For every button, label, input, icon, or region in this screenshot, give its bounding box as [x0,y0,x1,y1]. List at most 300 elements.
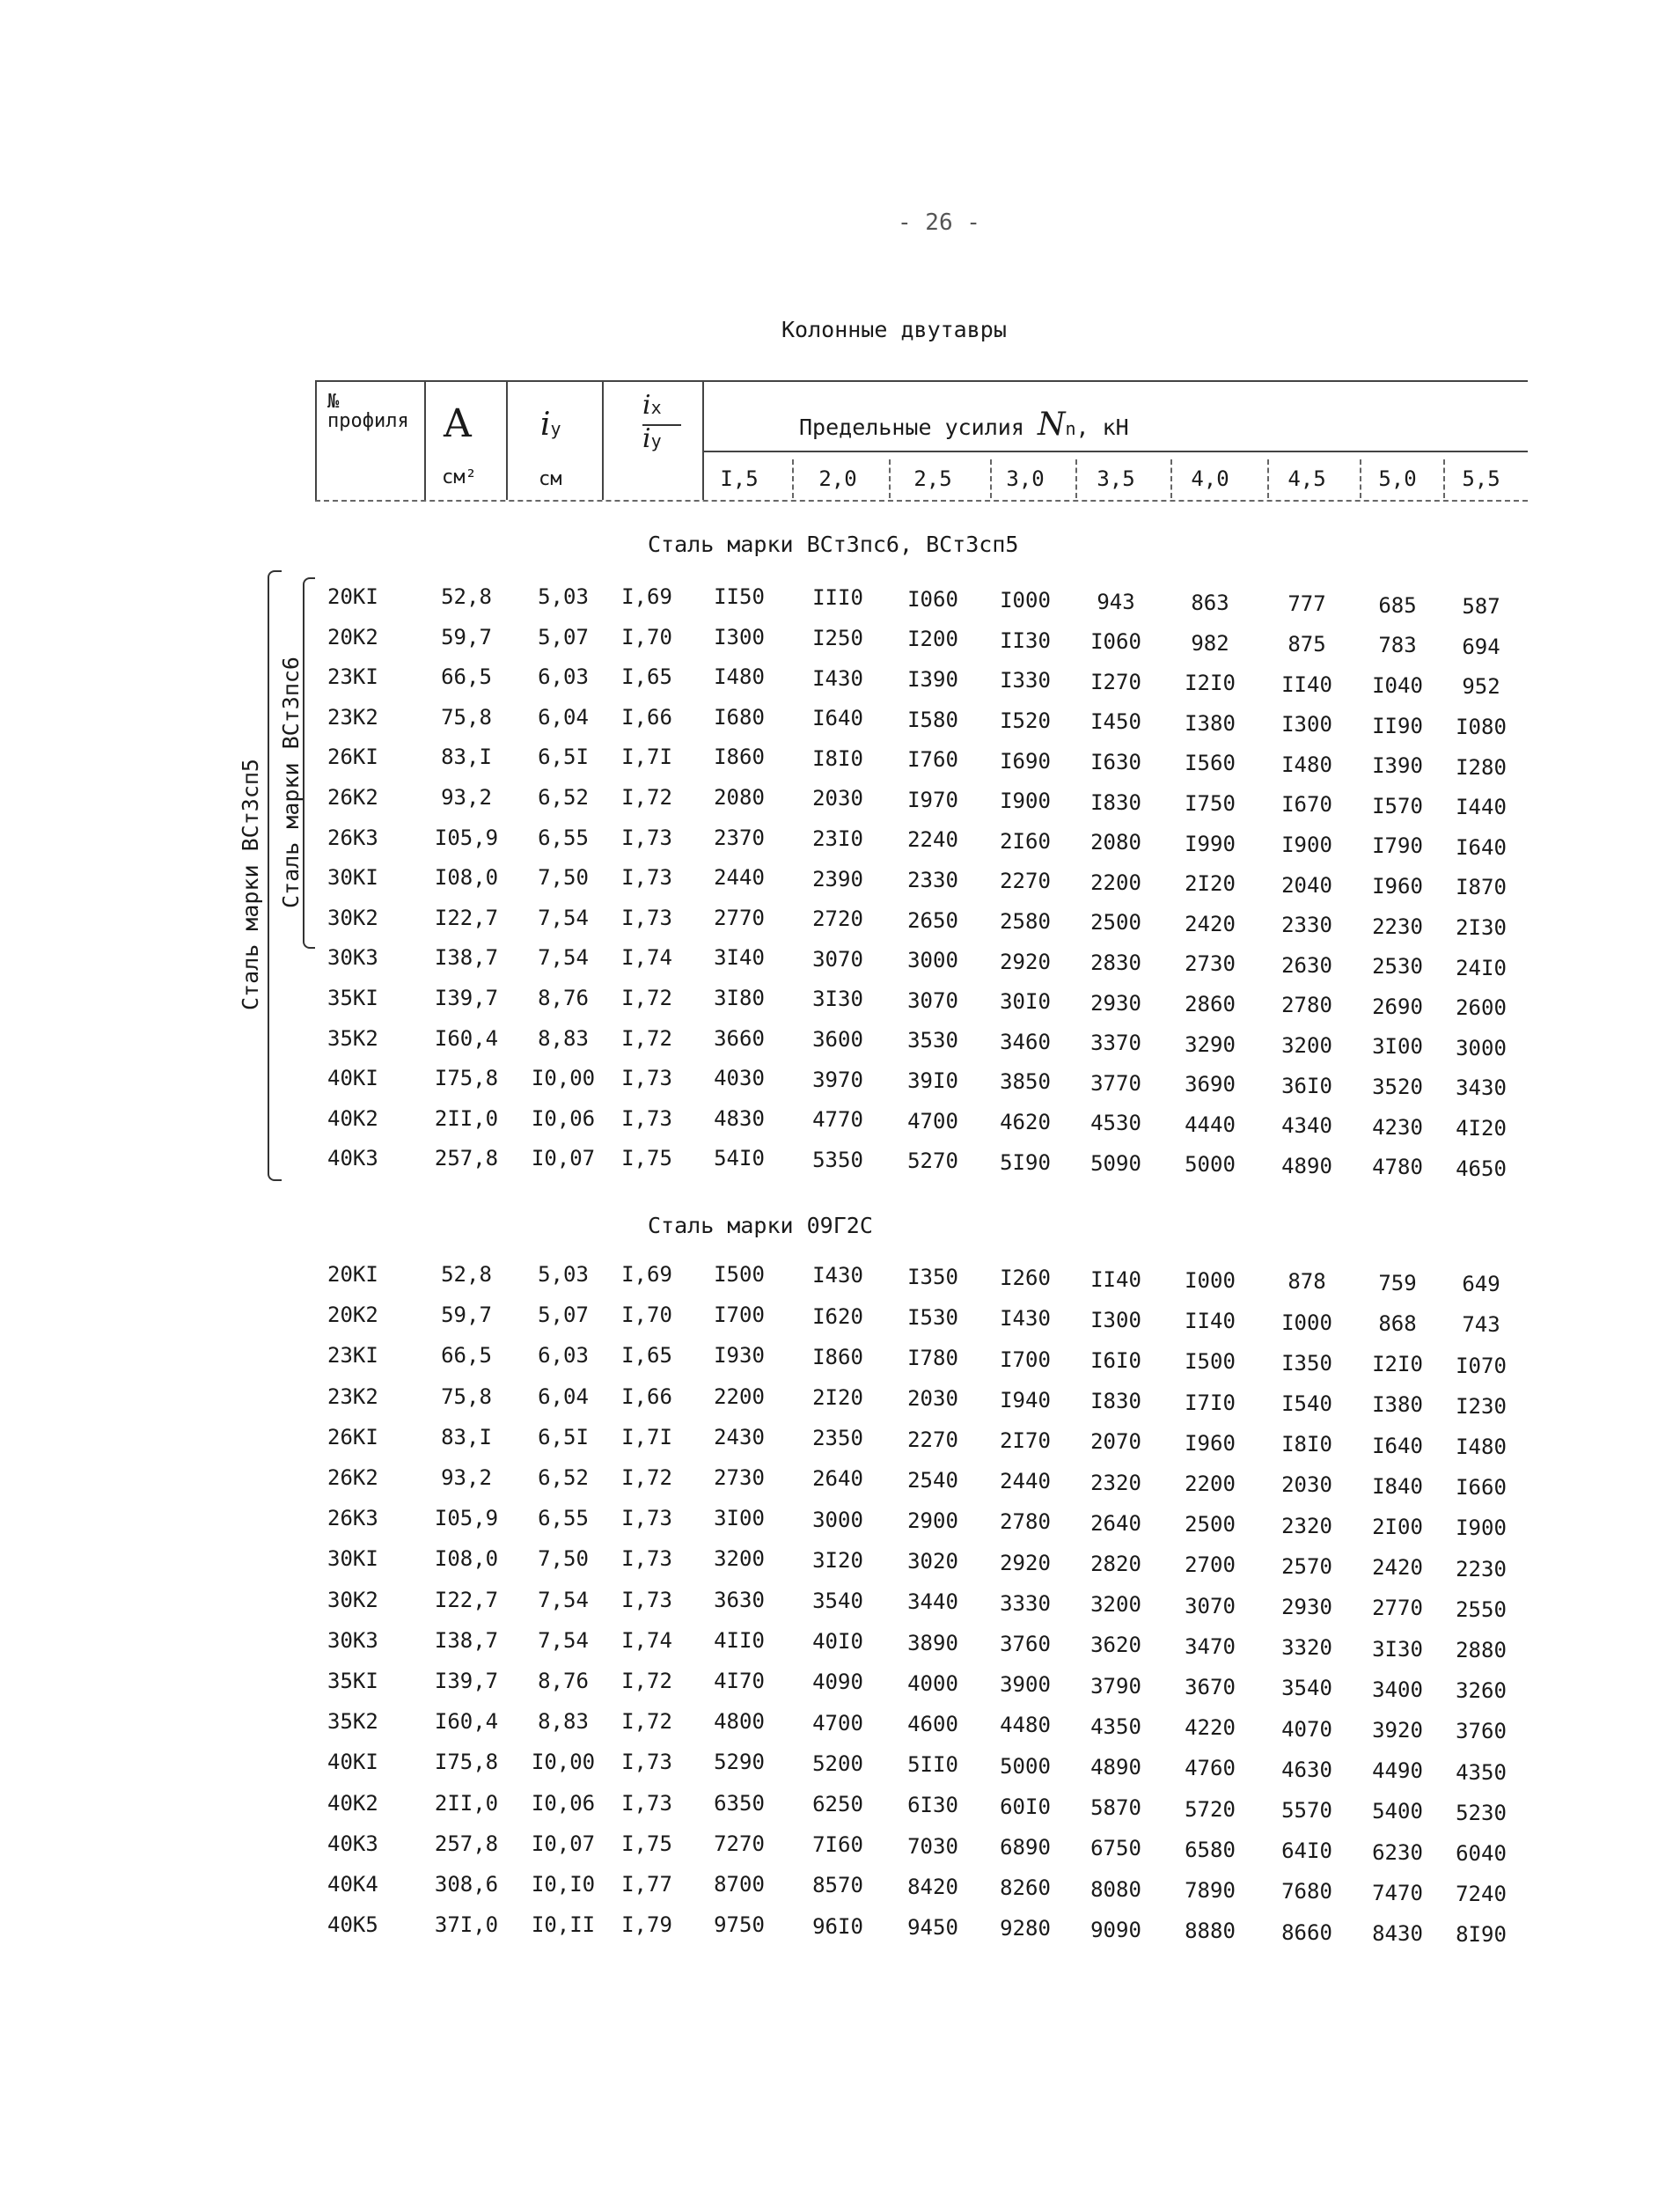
force-cell: 2070 [1090,1429,1141,1455]
force-cell: 759 [1378,1270,1417,1295]
force-cell: I390 [907,667,958,692]
page-number: - 26 - [898,209,980,236]
header-area-unit: см² [442,466,477,488]
force-cell: I640 [812,706,863,731]
force-cell: 3520 [1372,1075,1423,1099]
force-cell: I500 [714,1262,765,1287]
area-cell: I22,7 [434,1587,499,1612]
force-cell: 5350 [812,1147,863,1172]
iy-symbol: i [540,407,551,443]
area-cell: I05,9 [434,1506,499,1531]
force-cell: 5I90 [1000,1149,1051,1175]
force-cell: I560 [1185,751,1236,776]
length-header-divider [1075,459,1077,498]
force-cell: I250 [812,626,863,650]
force-cell: 8260 [1000,1875,1051,1901]
profile-cell: 26KI [327,1424,378,1449]
force-cell: I060 [1090,629,1141,655]
ratio-cell: I,75 [621,1146,672,1171]
profile-cell: 26K3 [327,1506,378,1531]
area-cell: 2II,0 [434,1105,499,1131]
force-cell: I330 [1000,668,1051,694]
force-cell: 24I0 [1456,955,1507,980]
force-cell: 2930 [1090,990,1141,1016]
force-cell: I300 [714,624,765,649]
force-cell: 875 [1288,632,1326,657]
force-cell: 3I40 [714,945,765,971]
force-cell: 943 [1097,589,1135,614]
area-cell: 66,5 [441,664,492,690]
area-cell: I38,7 [434,1627,499,1653]
force-cell: 3I30 [812,987,863,1012]
force-cell: 5230 [1456,1800,1507,1825]
force-cell: 3770 [1090,1070,1141,1096]
force-cell: 2570 [1281,1553,1332,1579]
force-cell: 2440 [714,865,765,891]
force-cell: 4700 [907,1108,958,1134]
ratio-cell: I,75 [621,1831,672,1856]
force-cell: 4760 [1185,1756,1236,1781]
force-cell: 7270 [714,1831,765,1856]
force-cell: 3330 [1000,1590,1051,1616]
ratio-top-sub: x [650,397,662,418]
force-cell: I570 [1372,793,1423,818]
force-cell: 3920 [1372,1718,1423,1743]
force-cell: 3370 [1090,1031,1141,1056]
force-cell: I960 [1372,874,1423,899]
section-heading: Сталь марки 09Г2С [648,1213,873,1238]
force-cell: I840 [1372,1473,1423,1499]
force-cell: I670 [1281,792,1332,818]
iy-cell: 8,83 [538,1709,589,1735]
header-vrule [424,380,426,500]
ratio-cell: I,73 [621,1750,672,1775]
force-cell: I860 [812,1344,863,1369]
force-cell: 3890 [907,1630,958,1655]
force-cell: I700 [714,1303,765,1328]
profile-cell: 40K2 [327,1105,378,1131]
ratio-cell: I,70 [621,624,672,649]
force-cell: 3260 [1456,1678,1507,1704]
force-cell: I390 [1372,753,1423,779]
iy-cell: I0,07 [531,1831,596,1856]
force-cell: 2830 [1090,950,1141,975]
force-cell: 5400 [1372,1799,1423,1824]
force-cell: 2500 [1185,1512,1236,1537]
profile-cell: 30KI [327,1546,378,1572]
forces-symbol: N [1037,407,1066,443]
force-cell: 4830 [714,1105,765,1131]
header-area-symbol: A [444,401,472,446]
length-header-cell: 3,5 [1097,466,1135,491]
force-cell: 2230 [1456,1556,1507,1582]
profile-cell: 23K2 [327,704,378,730]
area-cell: I39,7 [434,1669,499,1693]
force-cell: 3000 [907,948,958,973]
profile-cell: 23KI [327,1343,378,1369]
profile-cell: 20K2 [327,624,378,649]
iy-cell: 5,07 [538,1303,589,1328]
iy-cell: 6,04 [538,1383,589,1409]
force-cell: 3070 [1185,1593,1236,1618]
iy-cell: 7,54 [538,1587,589,1612]
iy-cell: 7,54 [538,945,589,971]
force-cell: 2I20 [812,1385,863,1410]
force-cell: I080 [1456,715,1507,739]
force-cell: I200 [907,627,958,652]
iy-cell: I0,06 [531,1790,596,1816]
force-cell: I660 [1456,1475,1507,1501]
force-cell: 5870 [1090,1795,1141,1821]
force-cell: 7890 [1185,1878,1236,1903]
force-cell: 8I90 [1456,1922,1507,1948]
length-header-divider [1360,459,1361,498]
section-heading: Сталь марки ВСт3пс6, ВСт3сп5 [648,532,1019,557]
force-cell: I620 [812,1303,863,1329]
length-header-cell: 4,5 [1288,466,1326,491]
force-cell: 3070 [907,987,958,1013]
force-cell: I830 [1090,1389,1141,1414]
area-cell: 257,8 [434,1146,499,1171]
iy-cell: 6,03 [538,1343,589,1369]
force-cell: 2700 [1185,1552,1236,1578]
force-cell: 2390 [812,866,863,892]
force-cell: I230 [1456,1393,1507,1419]
outer-bracket-label: Сталь марки ВСт3сп5 [238,759,263,1010]
profile-cell: 40K3 [327,1831,378,1856]
force-cell: 587 [1462,594,1500,620]
force-cell: 4620 [1000,1110,1051,1134]
force-cell: I780 [907,1346,958,1371]
force-cell: 60I0 [1000,1794,1051,1819]
force-cell: I530 [907,1305,958,1330]
force-cell: I960 [1185,1430,1236,1456]
area-cell: I60,4 [434,1025,499,1051]
iy-cell: I0,00 [531,1750,596,1775]
area-cell: 83,I [441,745,492,770]
force-cell: 3400 [1372,1677,1423,1702]
ratio-cell: I,73 [621,1066,672,1091]
force-cell: 6350 [714,1790,765,1816]
force-cell: 3760 [1000,1632,1051,1656]
area-cell: 93,2 [441,1465,492,1490]
area-cell: 75,8 [441,704,492,730]
force-cell: 64I0 [1281,1838,1332,1864]
ratio-bottom: i [642,423,651,454]
force-cell: 743 [1462,1312,1500,1338]
profile-cell: 40K4 [327,1872,378,1897]
length-header-cell: 5,0 [1378,466,1417,491]
iy-cell: 8,76 [538,1669,589,1693]
profile-cell: 20KI [327,1262,378,1287]
force-cell: I630 [1090,750,1141,774]
profile-cell: 35K2 [327,1025,378,1051]
ratio-cell: I,72 [621,1669,672,1693]
ratio-cell: I,66 [621,704,672,730]
profile-cell: 30K2 [327,1587,378,1612]
length-header-divider [792,459,794,498]
force-cell: I380 [1372,1392,1423,1418]
force-cell: 4070 [1281,1716,1332,1742]
force-cell: 2370 [714,825,765,850]
iy-cell: 5,03 [538,1262,589,1287]
header-vrule [602,380,604,500]
iy-cell: 5,07 [538,624,589,649]
force-cell: I300 [1281,712,1332,738]
area-cell: I38,7 [434,945,499,971]
force-cell: 863 [1191,591,1229,615]
area-cell: 75,8 [441,1383,492,1409]
force-cell: II40 [1090,1266,1141,1292]
force-cell: 2I30 [1456,915,1507,940]
force-cell: I830 [1090,789,1141,815]
force-cell: I430 [812,1263,863,1288]
force-cell: 6750 [1090,1836,1141,1861]
iy-sub: y [550,418,561,439]
force-cell: I500 [1185,1349,1236,1375]
force-cell: 2770 [714,905,765,930]
force-cell: 777 [1288,591,1326,617]
force-cell: 4800 [714,1709,765,1735]
force-cell: I8I0 [812,745,863,771]
ratio-cell: I,66 [621,1383,672,1409]
ratio-cell: I,73 [621,1790,672,1816]
force-cell: I350 [1281,1350,1332,1376]
force-cell: 3850 [1000,1069,1051,1095]
length-header-cell: 2,5 [913,466,952,491]
force-cell: 2720 [812,906,863,932]
force-cell: I450 [1090,709,1141,735]
force-cell: 3290 [1185,1031,1236,1057]
length-header-divider [990,459,992,498]
force-cell: 685 [1378,592,1417,618]
area-cell: 93,2 [441,785,492,810]
force-cell: I070 [1456,1353,1507,1378]
force-cell: 5570 [1281,1798,1332,1823]
iy-cell: 6,55 [538,825,589,850]
iy-cell: I0,07 [531,1146,596,1171]
force-cell: 3I20 [812,1547,863,1573]
force-cell: 2770 [1372,1596,1423,1621]
force-cell: 4480 [1000,1713,1051,1738]
force-cell: 3200 [1281,1033,1332,1058]
force-cell: 3200 [1090,1592,1141,1618]
header-vrule [315,380,317,500]
force-cell: 9450 [907,1915,958,1940]
header-vrule [506,380,508,500]
force-cell: 2200 [1090,870,1141,895]
force-cell: 4700 [812,1710,863,1736]
force-cell: 2420 [1185,911,1236,936]
force-cell: I6I0 [1090,1348,1141,1373]
force-cell: 2I00 [1372,1515,1423,1539]
force-cell: I260 [1000,1266,1051,1291]
profile-cell: 30K3 [327,1627,378,1653]
area-cell: 37I,0 [434,1912,499,1938]
force-cell: 4490 [1372,1758,1423,1784]
force-cell: I270 [1090,669,1141,694]
force-cell: 3440 [907,1589,958,1615]
inner-bracket [303,577,315,949]
force-cell: 952 [1462,674,1500,700]
force-cell: 4780 [1372,1155,1423,1180]
header-top-rule [315,380,1528,382]
force-cell: 3200 [714,1546,765,1572]
force-cell: 8700 [714,1872,765,1897]
force-cell: 4440 [1185,1112,1236,1137]
length-header-cell: 4,0 [1191,466,1229,491]
profile-cell: 20KI [327,584,378,609]
force-cell: 6I30 [907,1793,958,1818]
force-cell: 2600 [1456,995,1507,1021]
force-cell: I430 [1000,1306,1051,1332]
iy-cell: I0,06 [531,1105,596,1131]
force-cell: I480 [1456,1435,1507,1459]
area-cell: I75,8 [434,1750,499,1775]
profile-cell: 40K3 [327,1146,378,1171]
force-cell: I000 [1281,1310,1332,1335]
iy-cell: I0,II [531,1912,596,1938]
force-cell: 2I70 [1000,1428,1051,1453]
force-cell: 36I0 [1281,1073,1332,1098]
length-header-cell: 3,0 [1006,466,1045,491]
profile-cell: 30K2 [327,905,378,930]
forces-sub: n [1065,418,1076,439]
force-cell: 4220 [1185,1715,1236,1741]
iy-cell: I0,00 [531,1066,596,1091]
force-cell: 5200 [812,1750,863,1776]
force-cell: 3660 [714,1025,765,1051]
force-cell: 2200 [714,1383,765,1409]
force-cell: 3000 [1456,1035,1507,1060]
force-cell: 2040 [1281,872,1332,898]
force-cell: 2030 [907,1386,958,1412]
force-cell: 3460 [1000,1029,1051,1054]
header-bottom-rule [315,500,1528,502]
force-cell: 2420 [1372,1555,1423,1581]
force-cell: 2820 [1090,1552,1141,1576]
area-cell: 257,8 [434,1831,499,1856]
area-cell: I08,0 [434,865,499,891]
force-cell: 8880 [1185,1919,1236,1944]
profile-cell: 35KI [327,1669,378,1693]
force-cell: I480 [1281,752,1332,777]
iy-cell: 6,03 [538,664,589,690]
force-cell: 3I00 [1372,1034,1423,1060]
force-cell: 4340 [1281,1113,1332,1139]
ratio-cell: I,74 [621,1627,672,1653]
force-cell: 2930 [1281,1595,1332,1619]
force-cell: 3320 [1281,1635,1332,1661]
ratio-cell: I,77 [621,1872,672,1897]
length-header-divider [1267,459,1269,498]
force-cell: 4530 [1090,1111,1141,1136]
force-cell: 2330 [1281,913,1332,938]
ratio-cell: I,7I [621,1424,672,1449]
force-cell: I860 [714,745,765,770]
force-cell: I760 [907,747,958,773]
force-cell: 2860 [1185,992,1236,1016]
force-cell: 4230 [1372,1114,1423,1140]
profile-cell: 26KI [327,745,378,770]
force-cell: I990 [1185,831,1236,856]
iy-cell: 6,5I [538,1424,589,1449]
force-cell: 4630 [1281,1757,1332,1782]
inner-bracket-label: Сталь марки ВСт3пс6 [278,657,304,908]
force-cell: 2I20 [1185,871,1236,897]
force-cell: 982 [1191,630,1229,656]
force-cell: I640 [1372,1433,1423,1458]
force-cell: 4600 [907,1712,958,1736]
force-cell: 8570 [812,1873,863,1898]
ratio-bottom-sub: y [650,430,662,451]
ratio-cell: I,73 [621,825,672,850]
force-cell: 2540 [907,1467,958,1493]
force-cell: 3620 [1090,1633,1141,1658]
force-cell: 9280 [1000,1916,1051,1941]
ratio-cell: I,73 [621,1546,672,1572]
force-cell: 2080 [1090,830,1141,855]
ratio-cell: I,79 [621,1912,672,1938]
force-cell: 8430 [1372,1921,1423,1946]
force-cell: 3020 [907,1549,958,1574]
force-cell: 878 [1288,1269,1326,1295]
length-header-divider [1170,459,1172,498]
force-cell: I680 [714,704,765,730]
iy-cell: 7,50 [538,1546,589,1572]
force-cell: 2780 [1281,993,1332,1018]
force-cell: 3540 [812,1589,863,1613]
force-cell: I900 [1456,1515,1507,1541]
force-cell: 96I0 [812,1913,863,1939]
force-cell: I8I0 [1281,1432,1332,1457]
ratio-cell: I,65 [621,664,672,690]
force-cell: 4II0 [714,1627,765,1653]
force-cell: 7030 [907,1833,958,1859]
length-header-cell: 2,0 [818,466,857,491]
force-cell: 2550 [1456,1596,1507,1622]
force-cell: 5270 [907,1149,958,1174]
force-cell: 4090 [812,1670,863,1695]
force-cell: 694 [1462,634,1500,659]
force-cell: 2920 [1000,949,1051,974]
force-cell: II40 [1281,672,1332,697]
force-cell: 2440 [1000,1469,1051,1494]
force-cell: I380 [1185,710,1236,736]
profile-cell: 40KI [327,1066,378,1091]
area-cell: I05,9 [434,825,499,850]
force-cell: I000 [1000,588,1051,613]
force-cell: 2650 [907,907,958,933]
ratio-cell: I,72 [621,1025,672,1051]
force-cell: II90 [1372,713,1423,738]
header-mid-rule [702,451,1528,452]
force-cell: 5II0 [907,1752,958,1778]
force-cell: 2030 [1281,1472,1332,1498]
force-cell: I940 [1000,1387,1051,1413]
force-cell: 3900 [1000,1672,1051,1698]
area-cell: I22,7 [434,905,499,930]
force-cell: 3530 [907,1028,958,1053]
ratio-cell: I,73 [621,1506,672,1531]
profile-cell: 35KI [327,986,378,1010]
ratio-cell: I,73 [621,1105,672,1131]
page-title: Колонные двутавры [781,317,1007,342]
force-cell: I440 [1456,795,1507,820]
force-cell: 2080 [714,785,765,810]
force-cell: 4890 [1281,1153,1332,1178]
force-cell: I900 [1281,833,1332,857]
